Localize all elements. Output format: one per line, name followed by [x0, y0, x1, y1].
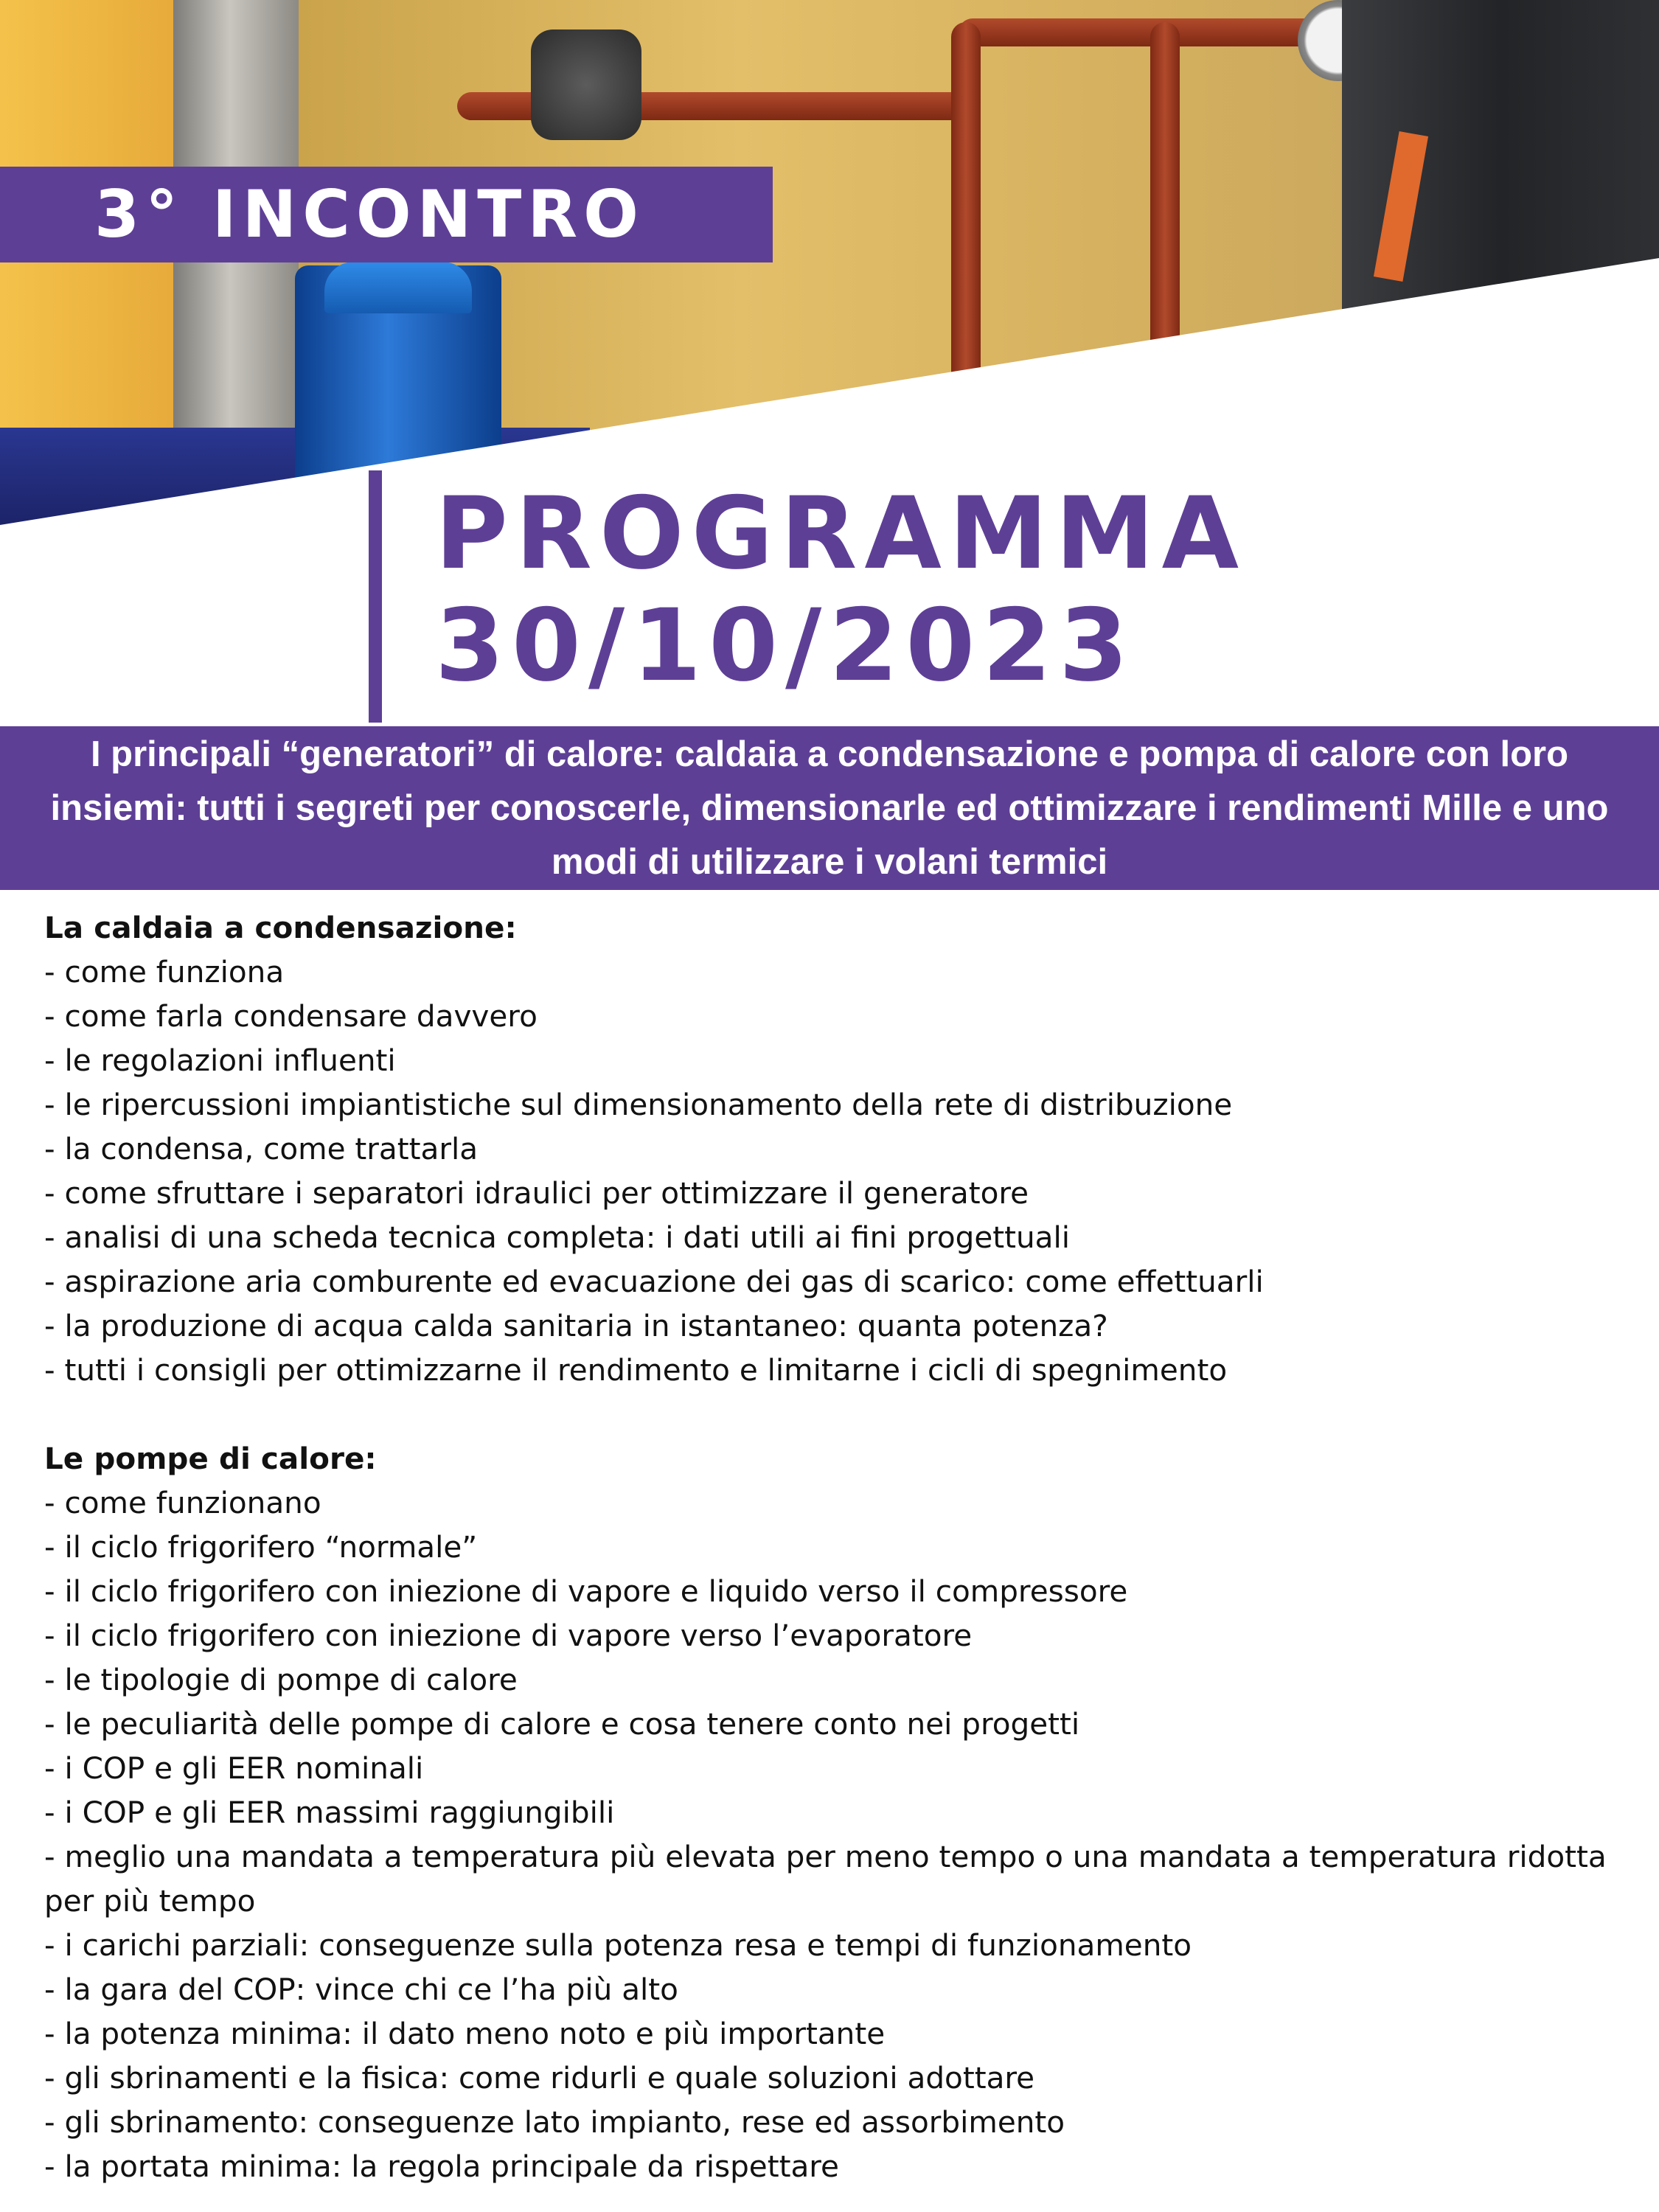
photo-valve — [531, 29, 641, 140]
photo-pipe — [959, 18, 1327, 46]
title-accent-bar — [369, 470, 382, 723]
list-item: - aspirazione aria comburente ed evacuazione dei gas di scarico: come effettuarli — [44, 1264, 1264, 1299]
section-caldaia — [44, 905, 1630, 1392]
list-item: - i COP e gli EER nominali — [44, 1750, 424, 1786]
list-item: - le tipologie di pompe di calore — [44, 1662, 518, 1697]
list-item: - i COP e gli EER massimi raggiungibili — [44, 1795, 615, 1830]
list-item: - la portata minima: la regola principale da rispettare — [44, 2149, 839, 2184]
section-pompe — [44, 1436, 1630, 2188]
photo-pipe — [1150, 22, 1180, 376]
list-item: - come funzionano — [44, 1485, 321, 1520]
list-item: - il ciclo frigorifero con iniezione di vapore verso l’evaporatore — [44, 1618, 973, 1653]
list-item: - come farla condensare davvero — [44, 998, 538, 1034]
section-heading: La caldaia a condensazione: — [44, 910, 517, 945]
section-spacer — [44, 1392, 1630, 1436]
header-photo — [0, 0, 1659, 525]
list-item: - analisi di una scheda tecnica completa: i dati utili ai fini progettuali — [44, 1220, 1070, 1255]
list-item: - meglio una mandata a temperatura più elevata per meno tempo o una mandata a temperatura ridotta per più tempo — [44, 1839, 1607, 1919]
list-item: - come funziona — [44, 954, 285, 990]
list-item: - tutti i consigli per ottimizzarne il rendimento e limitarne i cicli di spegnimento — [44, 1352, 1228, 1388]
list-item: - la gara del COP: vince chi ce l’ha più alto — [44, 1972, 678, 2007]
list-item: - il ciclo frigorifero con iniezione di vapore e liquido verso il compressore — [44, 1573, 1128, 1609]
topic-band: I principali “generatori” di calore: caldaia a condensazione e pompa di calore con loro insiemi: tutti i segreti per conoscerle, dimensionarle ed ottimizzare i rendimenti Mille e uno modi di utilizzare i volani termici — [0, 726, 1659, 890]
list-item: - gli sbrinamenti e la fisica: come ridurli e quale soluzioni adottare — [44, 2060, 1035, 2096]
photo-pump-motor-top — [324, 262, 472, 313]
list-item: - la potenza minima: il dato meno noto e più importante — [44, 2016, 886, 2051]
list-item: - i carichi parziali: conseguenze sulla potenza resa e tempi di funzionamento — [44, 1927, 1192, 1963]
title-line-date: 30/10/2023 — [435, 588, 1136, 703]
list-item: - la condensa, come trattarla — [44, 1131, 479, 1166]
meeting-badge: 3° INCONTRO — [0, 167, 773, 262]
list-item: - le regolazioni influenti — [44, 1043, 396, 1078]
list-item: - le ripercussioni impiantistiche sul dimensionamento della rete di distribuzione — [44, 1087, 1233, 1122]
list-item: - la produzione di acqua calda sanitaria in istantaneo: quanta potenza? — [44, 1308, 1108, 1343]
list-item: - come sfruttare i separatori idraulici per ottimizzare il generatore — [44, 1175, 1029, 1211]
list-item: - gli sbrinamento: conseguenze lato impianto, rese ed assorbimento — [44, 2104, 1065, 2140]
section-heading: Le pompe di calore: — [44, 1441, 377, 1476]
program-content — [44, 905, 1630, 2188]
list-item: - le peculiarità delle pompe di calore e cosa tenere conto nei progetti — [44, 1706, 1080, 1742]
title-line-programma: PROGRAMMA — [435, 476, 1247, 591]
list-item: - il ciclo frigorifero “normale” — [44, 1529, 478, 1565]
page-title — [435, 478, 1615, 702]
